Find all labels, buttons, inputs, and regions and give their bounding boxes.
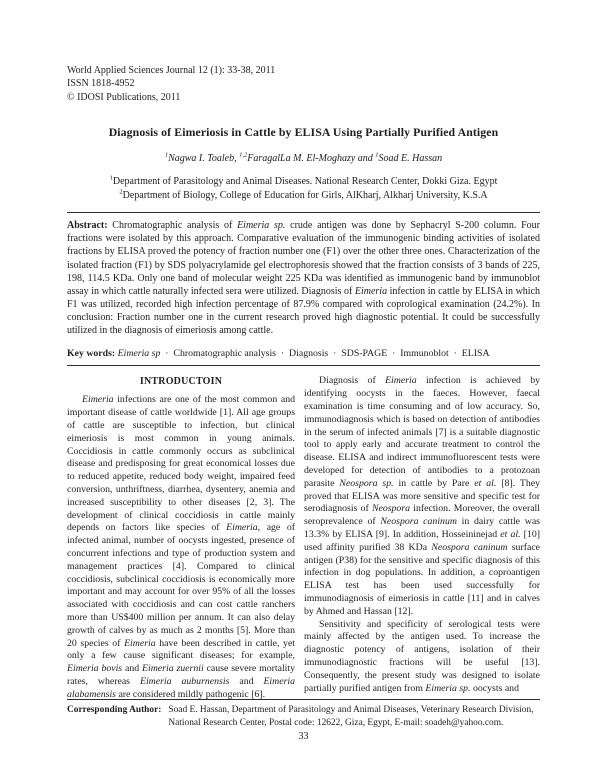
abstract-text: Chromatographic analysis of Eimeria sp. crude antigen was done by Sephacryl S-200 column. Four fractions were isolated by this approach. Comparative evaluation of the immunogenic binding activities of isolated fractions by ELISA proved the potency of fraction number one (F1) over the other three ones. Characterization of the isolated fraction (F1) by SDS polyacrylamide gel electrophoresis showed that the fraction consists of 3 bands of 225, 198, 114.5 KDa. Only one band of molecular weight 225 KDa was identified as immunogenic band by immunoblot assay in which cattle naturally infected sera were utilized. Diagnosis of Eimeria infection in cattle by ELISA in which F1 was utilized, recorded high infection percentage of 87.9% compared with coprological examination (24.2%). In conclusion: Fraction number one in the current research proved high diagnostic potential. It could be successfully utilized in the diagnosis of eimeriosis among cattle. [67, 220, 541, 337]
copyright-line: © IDOSI Publications, 2011 [67, 91, 181, 103]
authors-line: $^1$Nagwa I. Toaleb, $^{1,2}$FaragalLa M. El-Moghazy and $^1$Soad E. Hassan [164, 151, 443, 165]
divider-keywords-bottom [67, 365, 540, 366]
issn-line: ISSN 1818-4952 [67, 78, 135, 90]
keywords-text: Eimeria sp · Chromatographic analysis · Diagnosis · SDS-PAGE · Immunoblot · ELISA [117, 348, 490, 360]
corresponding-author-block [67, 704, 540, 730]
corresponding-author-line-1: Soad E. Hassan, Department of Parasitology and Animal Diseases, Veterinary Research Division, [168, 705, 534, 715]
introduction-paragraph-left: Eimeria infections are one of the most common and important disease of cattle worldwide [1]. All age groups of cattle are susceptible to infection, but clinical eimeriosis is most common in young animals. Coccidiosis in cattle commonly occurs as subclinical disease and predisposing for great economical losses due to reduced appetite, reduced body weight, impaired feed conversion, unthriftness, diarrhea, dysentery, anemia and increased susceptibility to other diseases [2, 3]. The development of clinical coccidiosis in cattle mainly depends on factors like species of Eimeria, age of infected animal, number of oocysts ingested, presence of concurrent infections and type of production system and management practices [4]. Compared to clinical coccidiosis, subclinical coccidiosis is economically more important and may account for over 95% of all the losses associated with coccidiosis and can cost cattle ranchers more than US$400 million per annum. It can also delay growth of calves by as much as 2 months [5]. More than 20 species of Eimeria have been described in cattle, yet only a few cause significant diseases; for example, Eimeria bovis and Eimeria zuernii cause severe mortality rates, whereas Eimeria auburnensis and Eimeria alabamensis are considered mildly pathogenic [6]. [67, 394, 296, 700]
page-footer [67, 699, 540, 742]
divider-footer [67, 699, 540, 700]
introduction-paragraph-right-2: Sensitivity and specificity of serological tests were mainly affected by the antigen used. To increase the diagnostic potency of antigens, isolation of their immunodiagnostic fractions will be useful [13]. Consequently, the present study was designed to isolate partially purified antigen from Eimeria sp. oocysts and [304, 618, 540, 694]
divider-abstract-top [67, 212, 540, 213]
right-column [304, 375, 540, 713]
page-number: 33 [298, 731, 309, 742]
journal-line: World Applied Sciences Journal 12 (1): 33-38, 2011 [67, 65, 276, 76]
keywords-line [67, 348, 540, 359]
corresponding-author-line-2: National Research Center, Postal code: 12622, Giza, Egypt, E-mail: soadeh@yahoo.com. [168, 718, 504, 728]
corresponding-author-text [168, 704, 533, 730]
affiliation-2: $^2$Department of Biology, College of Education for Girls, AlKharj, Alkharj University, K.S.A [119, 188, 488, 201]
corresponding-author-label: Corresponding Author: [67, 705, 162, 715]
abstract-label: Abstract: [67, 220, 108, 232]
introduction-heading: INTRODUCTOIN [139, 376, 223, 388]
affiliations [67, 175, 540, 202]
body-columns [67, 375, 540, 713]
paper-title: Diagnosis of Eimeriosis in Cattle by ELISA Using Partially Purified Antigen [108, 125, 499, 140]
introduction-paragraph-right-1: Diagnosis of Eimeria infection is achieved by identifying oocysts in the faeces. However, faecal examination is time consuming and of low accuracy. So, immunodiagnosis which is based on detection of antibodies in the serum of infected animals [7] is a suitable diagnostic tool to apply early and accurate treatment to control the disease. ELISA and indirect immunofluorescent tests were developed for detection of antibodies to a protozoan parasite Neospora sp. in cattle by Pare et al. [8]. They proved that ELISA was more sensitive and specific test for serodiagnosis of Neospora infection. Moreover, the overall seroprevalence of Neospora caninum in dairy cattle was 13.3% by ELISA [9]. In addition, Hosseininejad et al. [10] used affinity purified 38 KDa Neospora caninum surface antigen (P38) for the sensitive and specific diagnosis of this infection in dog populations. In addition, a coproantigen ELISA test has been used successfully for immunodiagnosis of eimeriosis in cattle [11] and in calves by Ahmed and Hassan [12]. [304, 375, 540, 617]
affiliation-1: $^1$Department of Parasitology and Animal Diseases. National Research Center, Dokki Giza. Egypt [109, 174, 498, 188]
journal-header [67, 64, 540, 104]
left-column [67, 375, 295, 713]
keywords-label: Key words: [67, 348, 116, 360]
abstract-paragraph [67, 219, 540, 337]
